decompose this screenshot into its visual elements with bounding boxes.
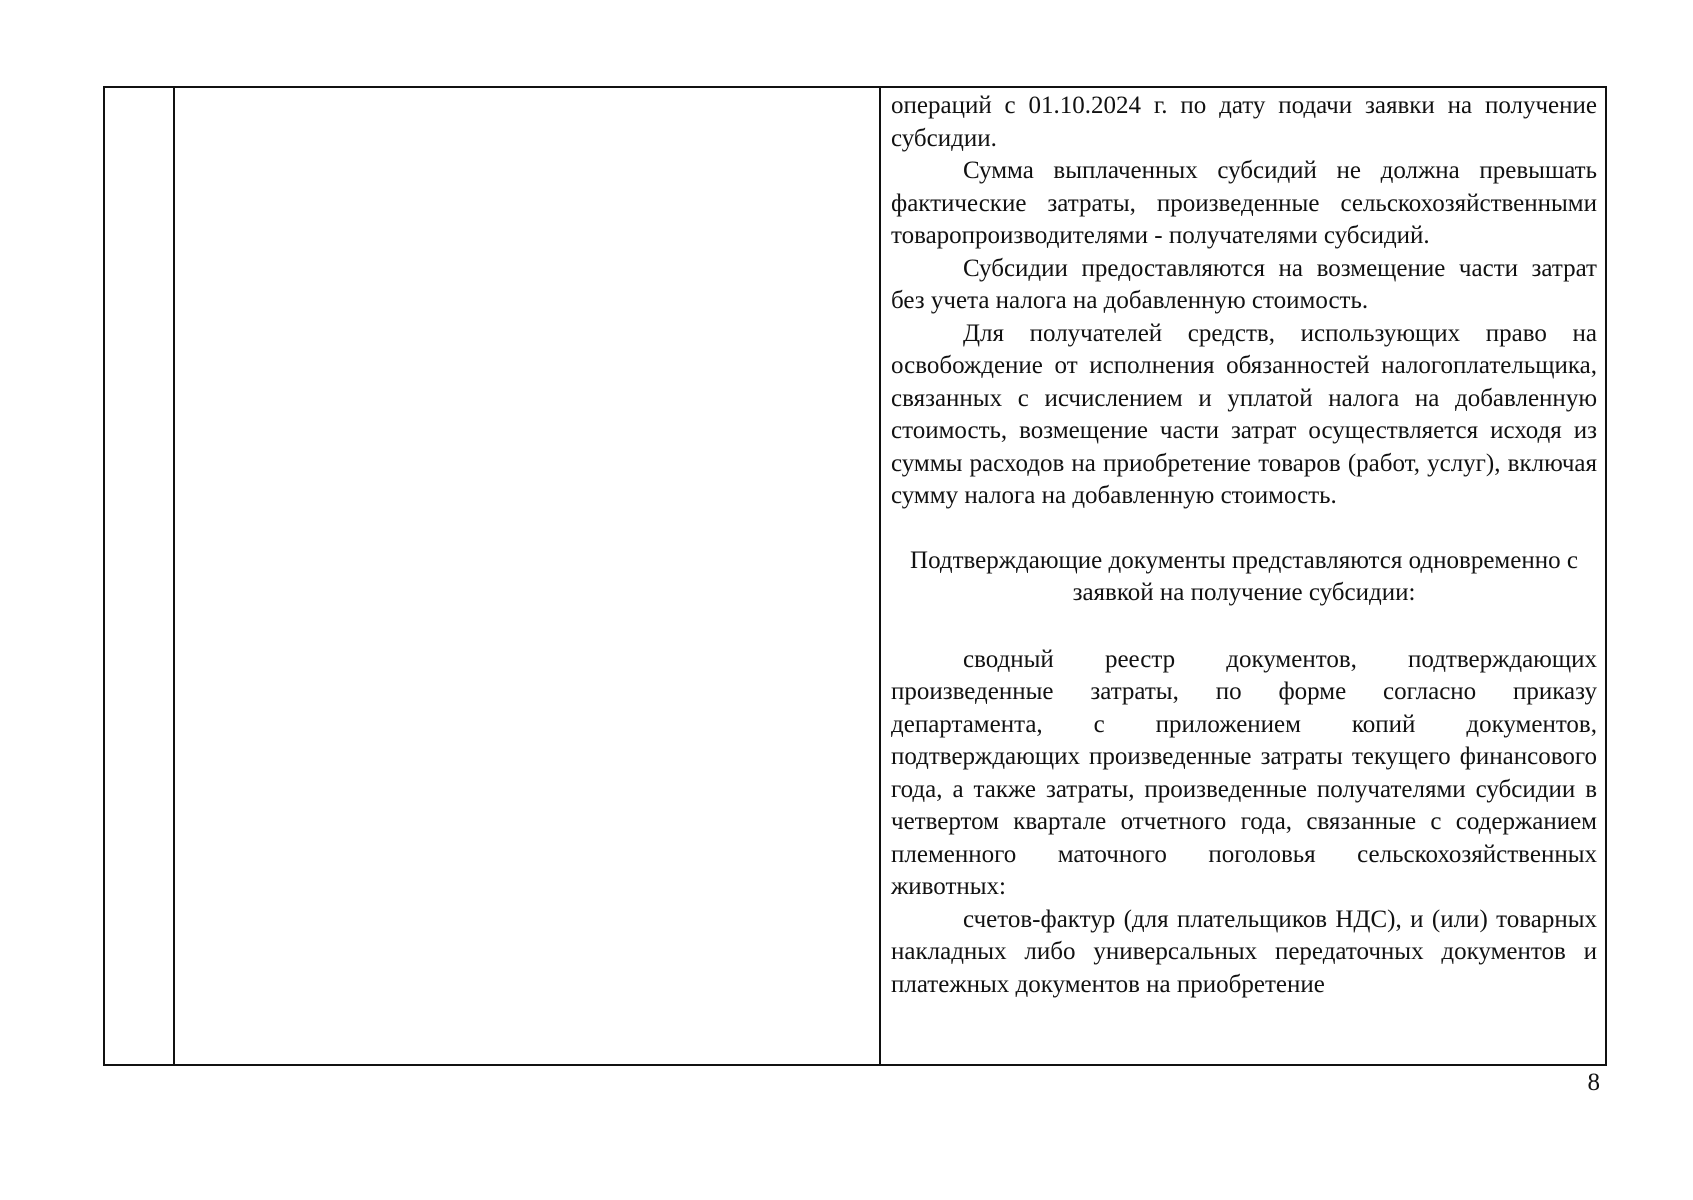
page-number: 8 — [1587, 1069, 1600, 1096]
paragraph-operations-period: операций с 01.10.2024 г. по дату подачи заявки на получение субсидии. — [891, 92, 1597, 152]
section-heading-documents: Подтверждающие документы представляются одновременно с заявкой на получение субсидии: — [910, 546, 1578, 606]
paragraph-vat-exempt: Для получателей средств, использующих право на освобождение от исполнения обязанностей налогоплательщика, связанных с исчислением и уплатой налога на добавленную стоимость, возмещение части затрат осуществляется исходя из суммы расходов на приобретение товаров (работ, услуг), включая сумму налога на добавленную стоимость. — [891, 319, 1597, 509]
table-column-description — [881, 88, 1605, 1064]
table-column-number — [105, 88, 175, 1064]
list-item-summary-register: сводный реестр документов, подтверждающих произведенные затраты, по форме согласно приказу департамента, с приложением копий документов, подтверждающих произведенные затраты текущего финансового года, а также затраты, произведенные получателями субсидии в четвертом квартале отчетного года, связанные с содержанием племенного маточного поголовья сельскохозяйственных животных: — [891, 645, 1597, 900]
table-column-name — [175, 88, 881, 1064]
paragraph-subsidy-limit: Сумма выплаченных субсидий не должна превышать фактические затраты, произведенные сельскохозяйственными товаропроизводителями - получателями субсидий. — [891, 157, 1597, 249]
paragraph-vat-exclusion: Субсидии предоставляются на возмещение части затрат без учета налога на добавленную стоимость. — [891, 254, 1597, 314]
document-table — [103, 86, 1607, 1066]
list-item-invoices: счетов-фактур (для плательщиков НДС), и (или) товарных накладных либо универсальных передаточных документов и платежных документов на приобретение — [891, 905, 1597, 998]
